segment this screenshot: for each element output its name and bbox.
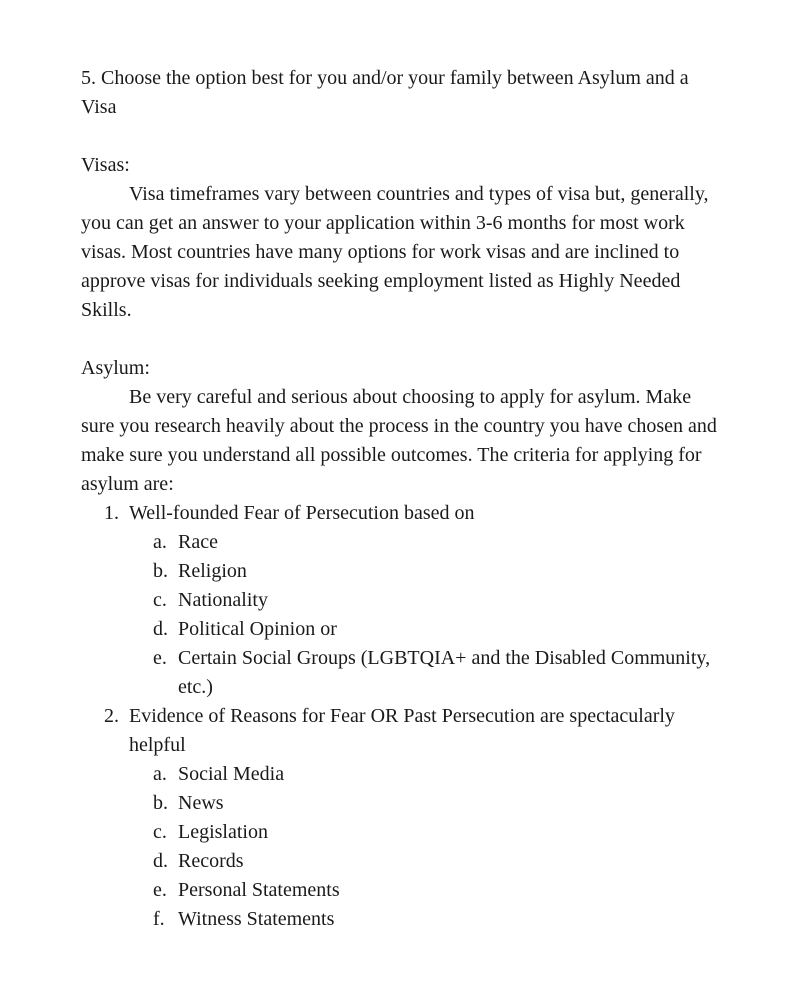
list-item-text: Personal Statements	[178, 879, 340, 901]
list-letter: c.	[153, 821, 167, 843]
list-letter: e.	[153, 879, 167, 901]
spacer	[81, 122, 721, 151]
spacer	[81, 325, 721, 354]
list-item	[153, 644, 721, 702]
list-letter: c.	[153, 589, 167, 611]
list-item	[153, 905, 721, 934]
list-letter: d.	[153, 850, 168, 872]
list-item	[153, 615, 721, 644]
list-item	[153, 876, 721, 905]
list-item-text: Well-founded Fear of Persecution based on	[129, 502, 475, 524]
list-item-text: Records	[178, 850, 244, 872]
evidence-list	[129, 760, 721, 934]
list-item-text: Nationality	[178, 589, 268, 611]
list-item-text: Witness Statements	[178, 908, 335, 930]
list-item-text: Evidence of Reasons for Fear OR Past Persecution are spectacularly helpful	[129, 705, 675, 756]
list-item-text: Religion	[178, 560, 247, 582]
list-item	[153, 586, 721, 615]
list-letter: a.	[153, 531, 167, 553]
asylum-label: Asylum:	[81, 357, 150, 379]
document-page	[81, 64, 721, 934]
asylum-paragraph: Be very careful and serious about choosing to apply for asylum. Make sure you research heavily about the process in the country you have chosen and make sure you understand all possible outcomes. The criteria for applying for asylum are:	[81, 386, 717, 495]
list-item	[153, 789, 721, 818]
list-item-text: Political Opinion or	[178, 618, 337, 640]
list-item	[153, 528, 721, 557]
list-letter: b.	[153, 792, 168, 814]
list-letter: a.	[153, 763, 167, 785]
list-item-text: Legislation	[178, 821, 268, 843]
list-number: 1.	[104, 502, 119, 524]
list-item	[153, 818, 721, 847]
list-letter: f.	[153, 908, 165, 930]
list-item-text: Certain Social Groups (LGBTQIA+ and the Disabled Community, etc.)	[178, 647, 711, 698]
list-letter: e.	[153, 647, 167, 669]
asylum-criteria-list	[81, 499, 721, 934]
visas-paragraph: Visa timeframes vary between countries and types of visa but, generally, you can get an answer to your application within 3-6 months for most work visas. Most countries have many options for work visas and are inclined to approve visas for individuals seeking employment listed as Highly Needed Skills.	[81, 183, 709, 321]
list-item	[153, 760, 721, 789]
list-number: 2.	[104, 705, 119, 727]
list-letter: b.	[153, 560, 168, 582]
list-item-text: News	[178, 792, 224, 814]
list-letter: d.	[153, 618, 168, 640]
list-item-text: Race	[178, 531, 218, 553]
list-item-text: Social Media	[178, 763, 285, 785]
criteria-item-1	[104, 499, 721, 702]
list-item	[153, 557, 721, 586]
persecution-basis-list	[129, 528, 721, 702]
list-item	[153, 847, 721, 876]
criteria-item-2	[104, 702, 721, 934]
section-heading: 5. Choose the option best for you and/or your family between Asylum and a Visa	[81, 67, 689, 118]
visas-label: Visas:	[81, 154, 130, 176]
